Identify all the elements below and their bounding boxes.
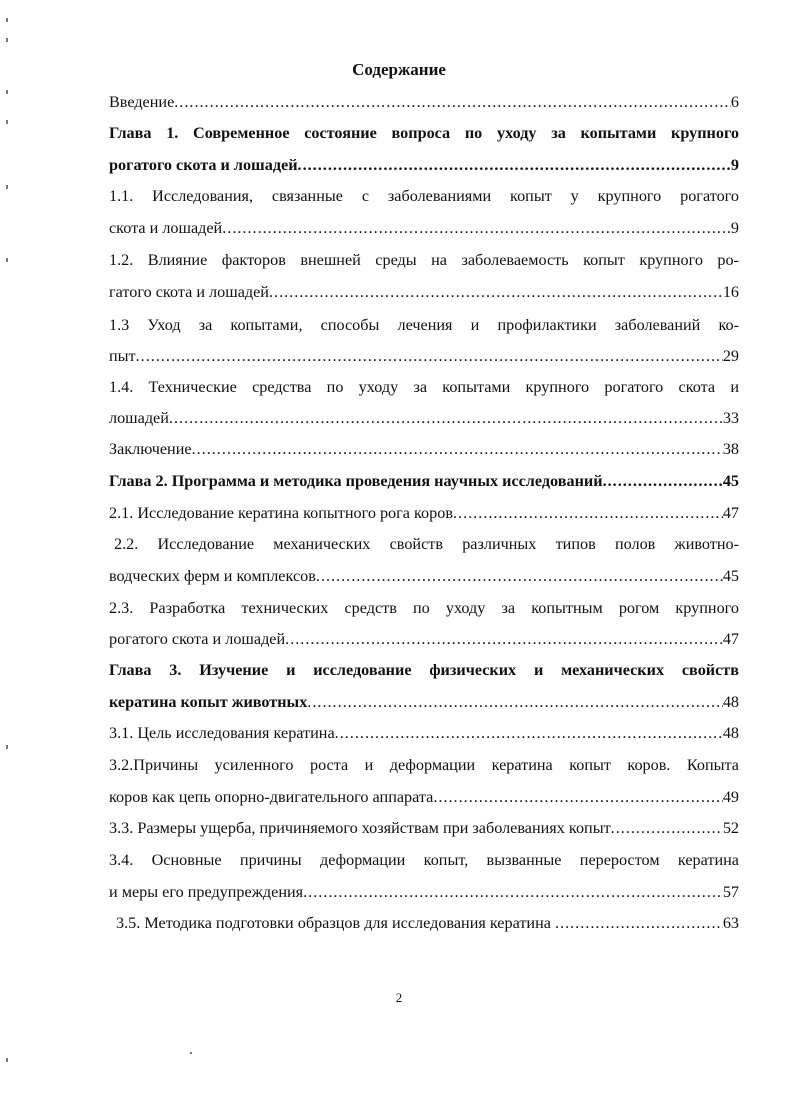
toc-section-line: 1.2. Влияние факторов внешней среды на заболеваемость копыт крупного ро- — [109, 251, 739, 269]
toc-section-line: 1.4. Технические средства по уходу за копытами крупного рогатого скота и — [109, 378, 739, 396]
toc-entry: 3.5. Методика подготовки образцов для исследования кератина ..... 63 — [116, 913, 739, 935]
toc-entry: 3.3. Размеры ущерба, причиняемого хозяйствам при заболеваниях копыт ..... 52 — [109, 818, 739, 840]
toc-entry: скота и лошадей ..... 9 — [109, 218, 739, 240]
toc-heading: Содержание — [352, 60, 446, 79]
toc-entry: водческих ферм и комплексов ..... 45 — [109, 566, 739, 588]
toc-entry: Заключение ..... 38 — [109, 439, 739, 461]
scan-speck — [6, 120, 8, 124]
toc-entry: 3.1. Цель исследования кератина ..... 48 — [109, 723, 739, 745]
toc-entry: гатого скота и лошадей ..... 16 — [109, 282, 739, 304]
scan-speck — [6, 258, 8, 262]
toc-chapter-line: Глава 1. Современное состояние вопроса по уходу за копытами крупного — [109, 124, 739, 142]
toc-section-line: 2.3. Разработка технических средств по уходу за копытным рогом крупного — [109, 599, 739, 617]
scan-speck — [6, 38, 8, 42]
toc-section-line: 3.2.Причины усиленного роста и деформации кератина копыт коров. Копыта — [109, 756, 739, 774]
scan-speck — [6, 745, 8, 749]
page-number: 2 — [395, 990, 403, 1005]
toc-entry: Глава 2. Программа и методика проведения научных исследований ..... 45 — [109, 471, 739, 493]
scan-speck — [6, 185, 8, 189]
toc-chapter-line: Глава 3. Изучение и исследование физических и механических свойств — [109, 661, 739, 679]
scan-speck — [6, 90, 8, 94]
scan-speck — [190, 1052, 192, 1054]
toc-entry: и меры его предупреждения ..... 57 — [109, 882, 739, 904]
toc-section-line: 1.1. Исследования, связанные с заболеваниями копыт у крупного рогатого — [109, 187, 739, 205]
toc-section-line: 1.3 Уход за копытами, способы лечения и профилактики заболеваний ко- — [109, 316, 739, 334]
toc-entry: кератина копыт животных ..... 48 — [109, 692, 739, 714]
toc-entry: Введение ..... 6 — [109, 92, 739, 114]
toc-entry: лошадей ..... 33 — [109, 408, 739, 430]
scan-speck — [6, 18, 8, 22]
toc-entry: пыт ..... 29 — [109, 346, 739, 368]
toc-section-line: 3.4. Основные причины деформации копыт, вызванные переростом кератина — [109, 851, 739, 869]
toc-entry: рогатого скота и лошадей ..... 47 — [109, 629, 739, 651]
toc-entry: рогатого скота и лошадей ..... 9 — [109, 155, 739, 177]
scan-speck — [6, 1058, 8, 1062]
toc-entry: 2.1. Исследование кератина копытного рога коров ..... 47 — [109, 503, 739, 525]
toc-entry: коров как цепь опорно-двигательного аппарата ..... 49 — [109, 787, 739, 809]
toc-section-line: 2.2. Исследование механических свойств различных типов полов животно- — [114, 535, 739, 553]
